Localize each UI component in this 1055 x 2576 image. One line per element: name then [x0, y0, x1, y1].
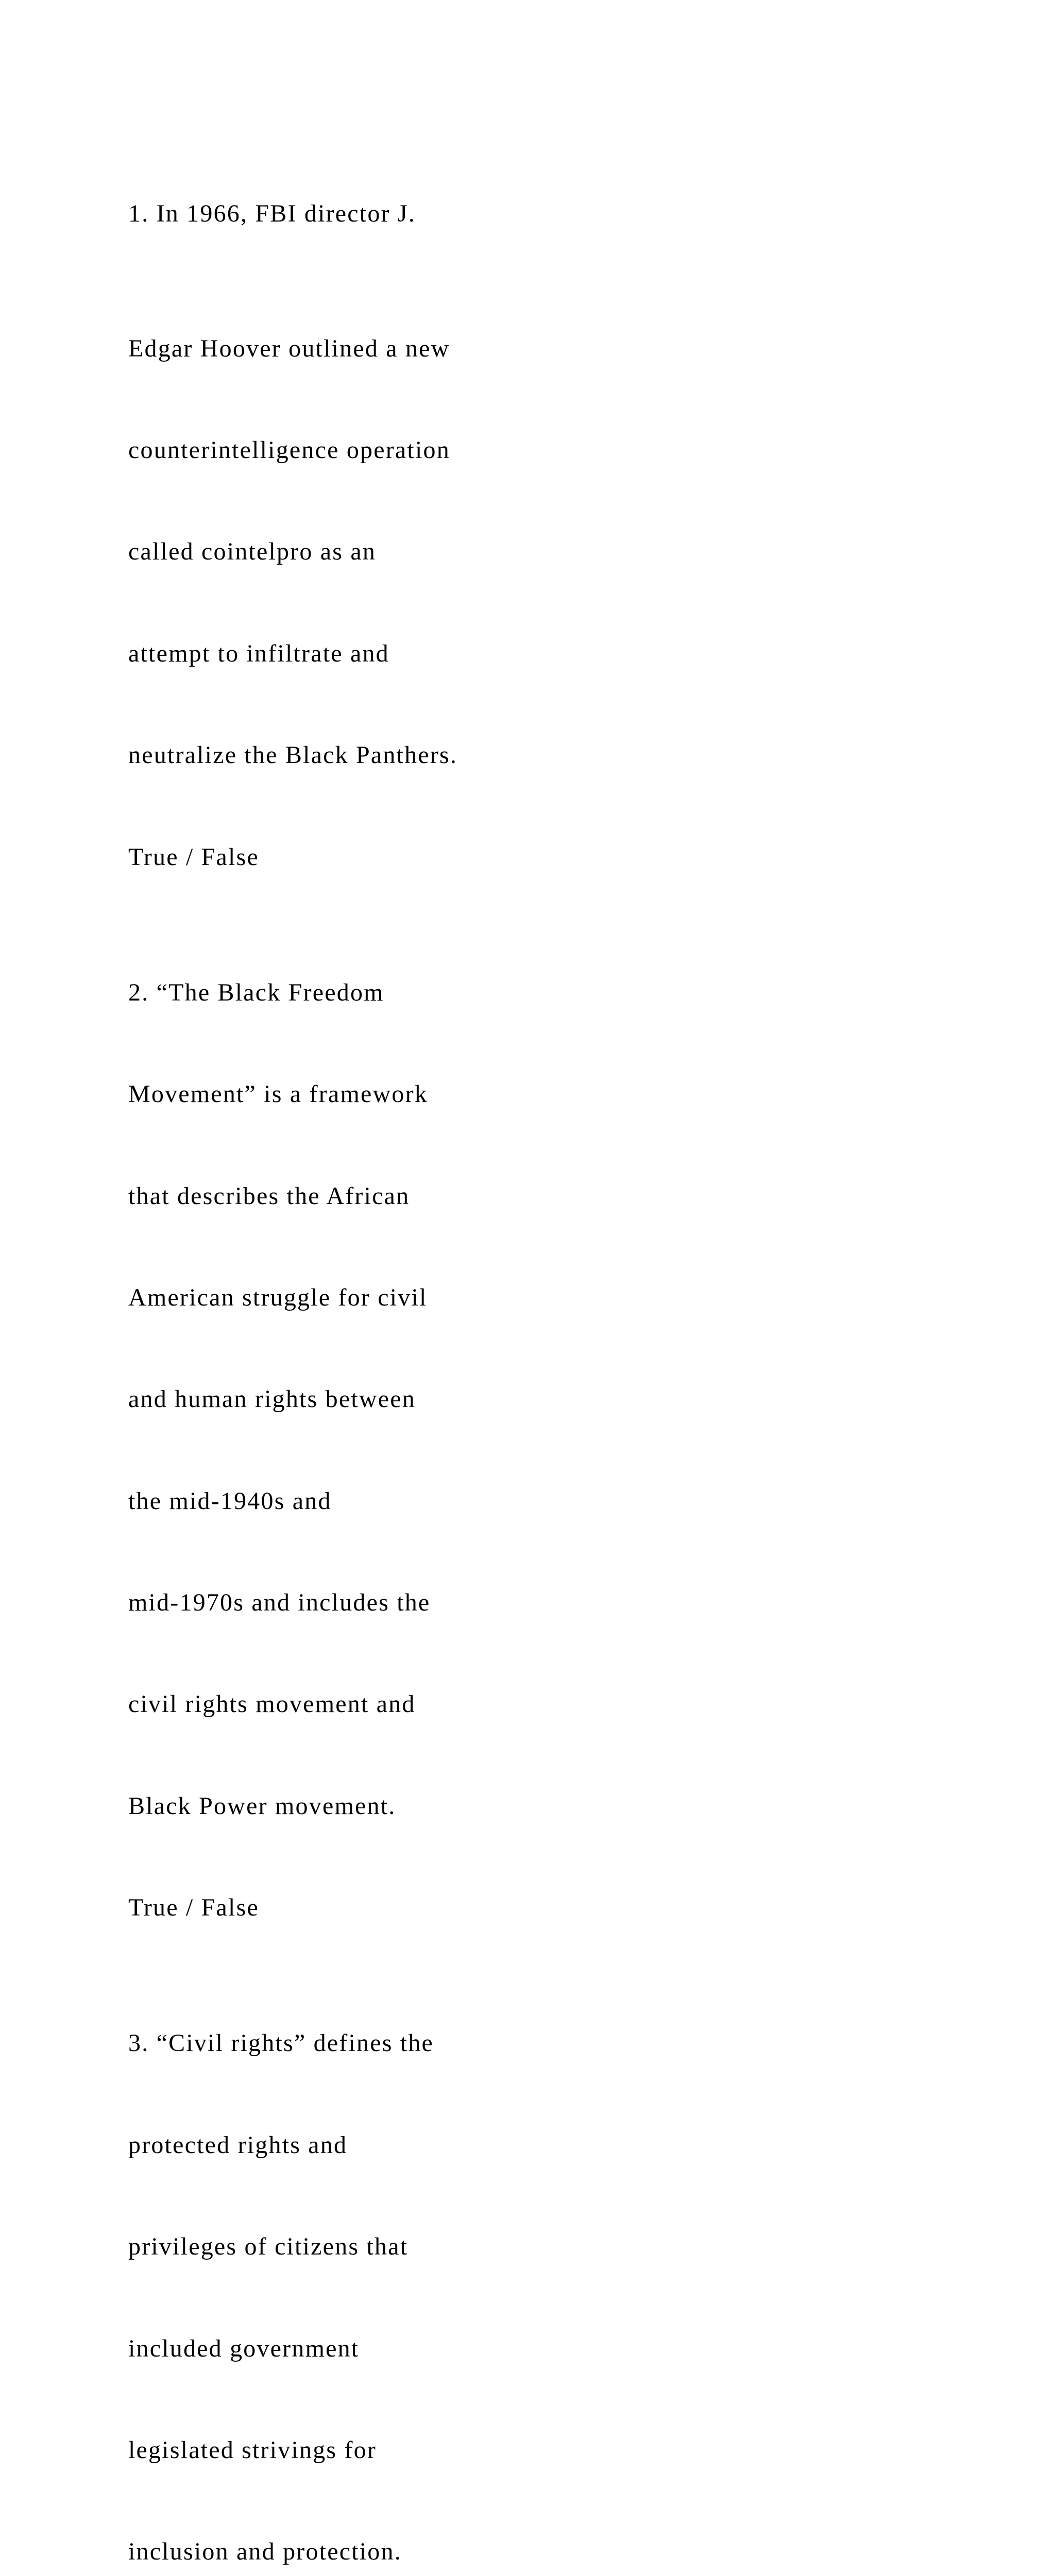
- text-line: neutralize the Black Panthers.: [128, 741, 458, 769]
- text-line: and human rights between: [128, 1385, 416, 1413]
- text-line: civil rights movement and: [128, 1690, 416, 1718]
- text-line: legislated strivings for: [128, 2436, 377, 2464]
- text-line: 1. In 1966, FBI director J.: [128, 199, 416, 227]
- text-line: counterintelligence operation: [128, 436, 450, 464]
- text-line: Edgar Hoover outlined a new: [128, 334, 450, 362]
- true-false-line: True / False: [128, 843, 259, 871]
- text-line: included government: [128, 2334, 360, 2362]
- text-line: the mid-1940s and: [128, 1487, 332, 1515]
- text-line: American struggle for civil: [128, 1283, 428, 1311]
- question-2-line: 2. “The Black Freedom: [128, 978, 384, 1006]
- text-line: that describes the African: [128, 1182, 410, 1210]
- text-line: privileges of citizens that: [128, 2233, 409, 2261]
- question-list-body: [128, 264, 643, 2576]
- text-line: mid-1970s and includes the: [128, 1589, 431, 1617]
- text-line: Movement” is a framework: [128, 1080, 428, 1108]
- text-line: protected rights and: [128, 2131, 348, 2159]
- text-line: Black Power movement.: [128, 1792, 396, 1820]
- text-line: attempt to infiltrate and: [128, 639, 389, 667]
- text-line: called cointelpro as an: [128, 538, 377, 566]
- text-line: inclusion and protection.: [128, 2538, 402, 2566]
- true-false-line: True / False: [128, 1894, 259, 1922]
- question-3-line: 3. “Civil rights” defines the: [128, 2029, 434, 2057]
